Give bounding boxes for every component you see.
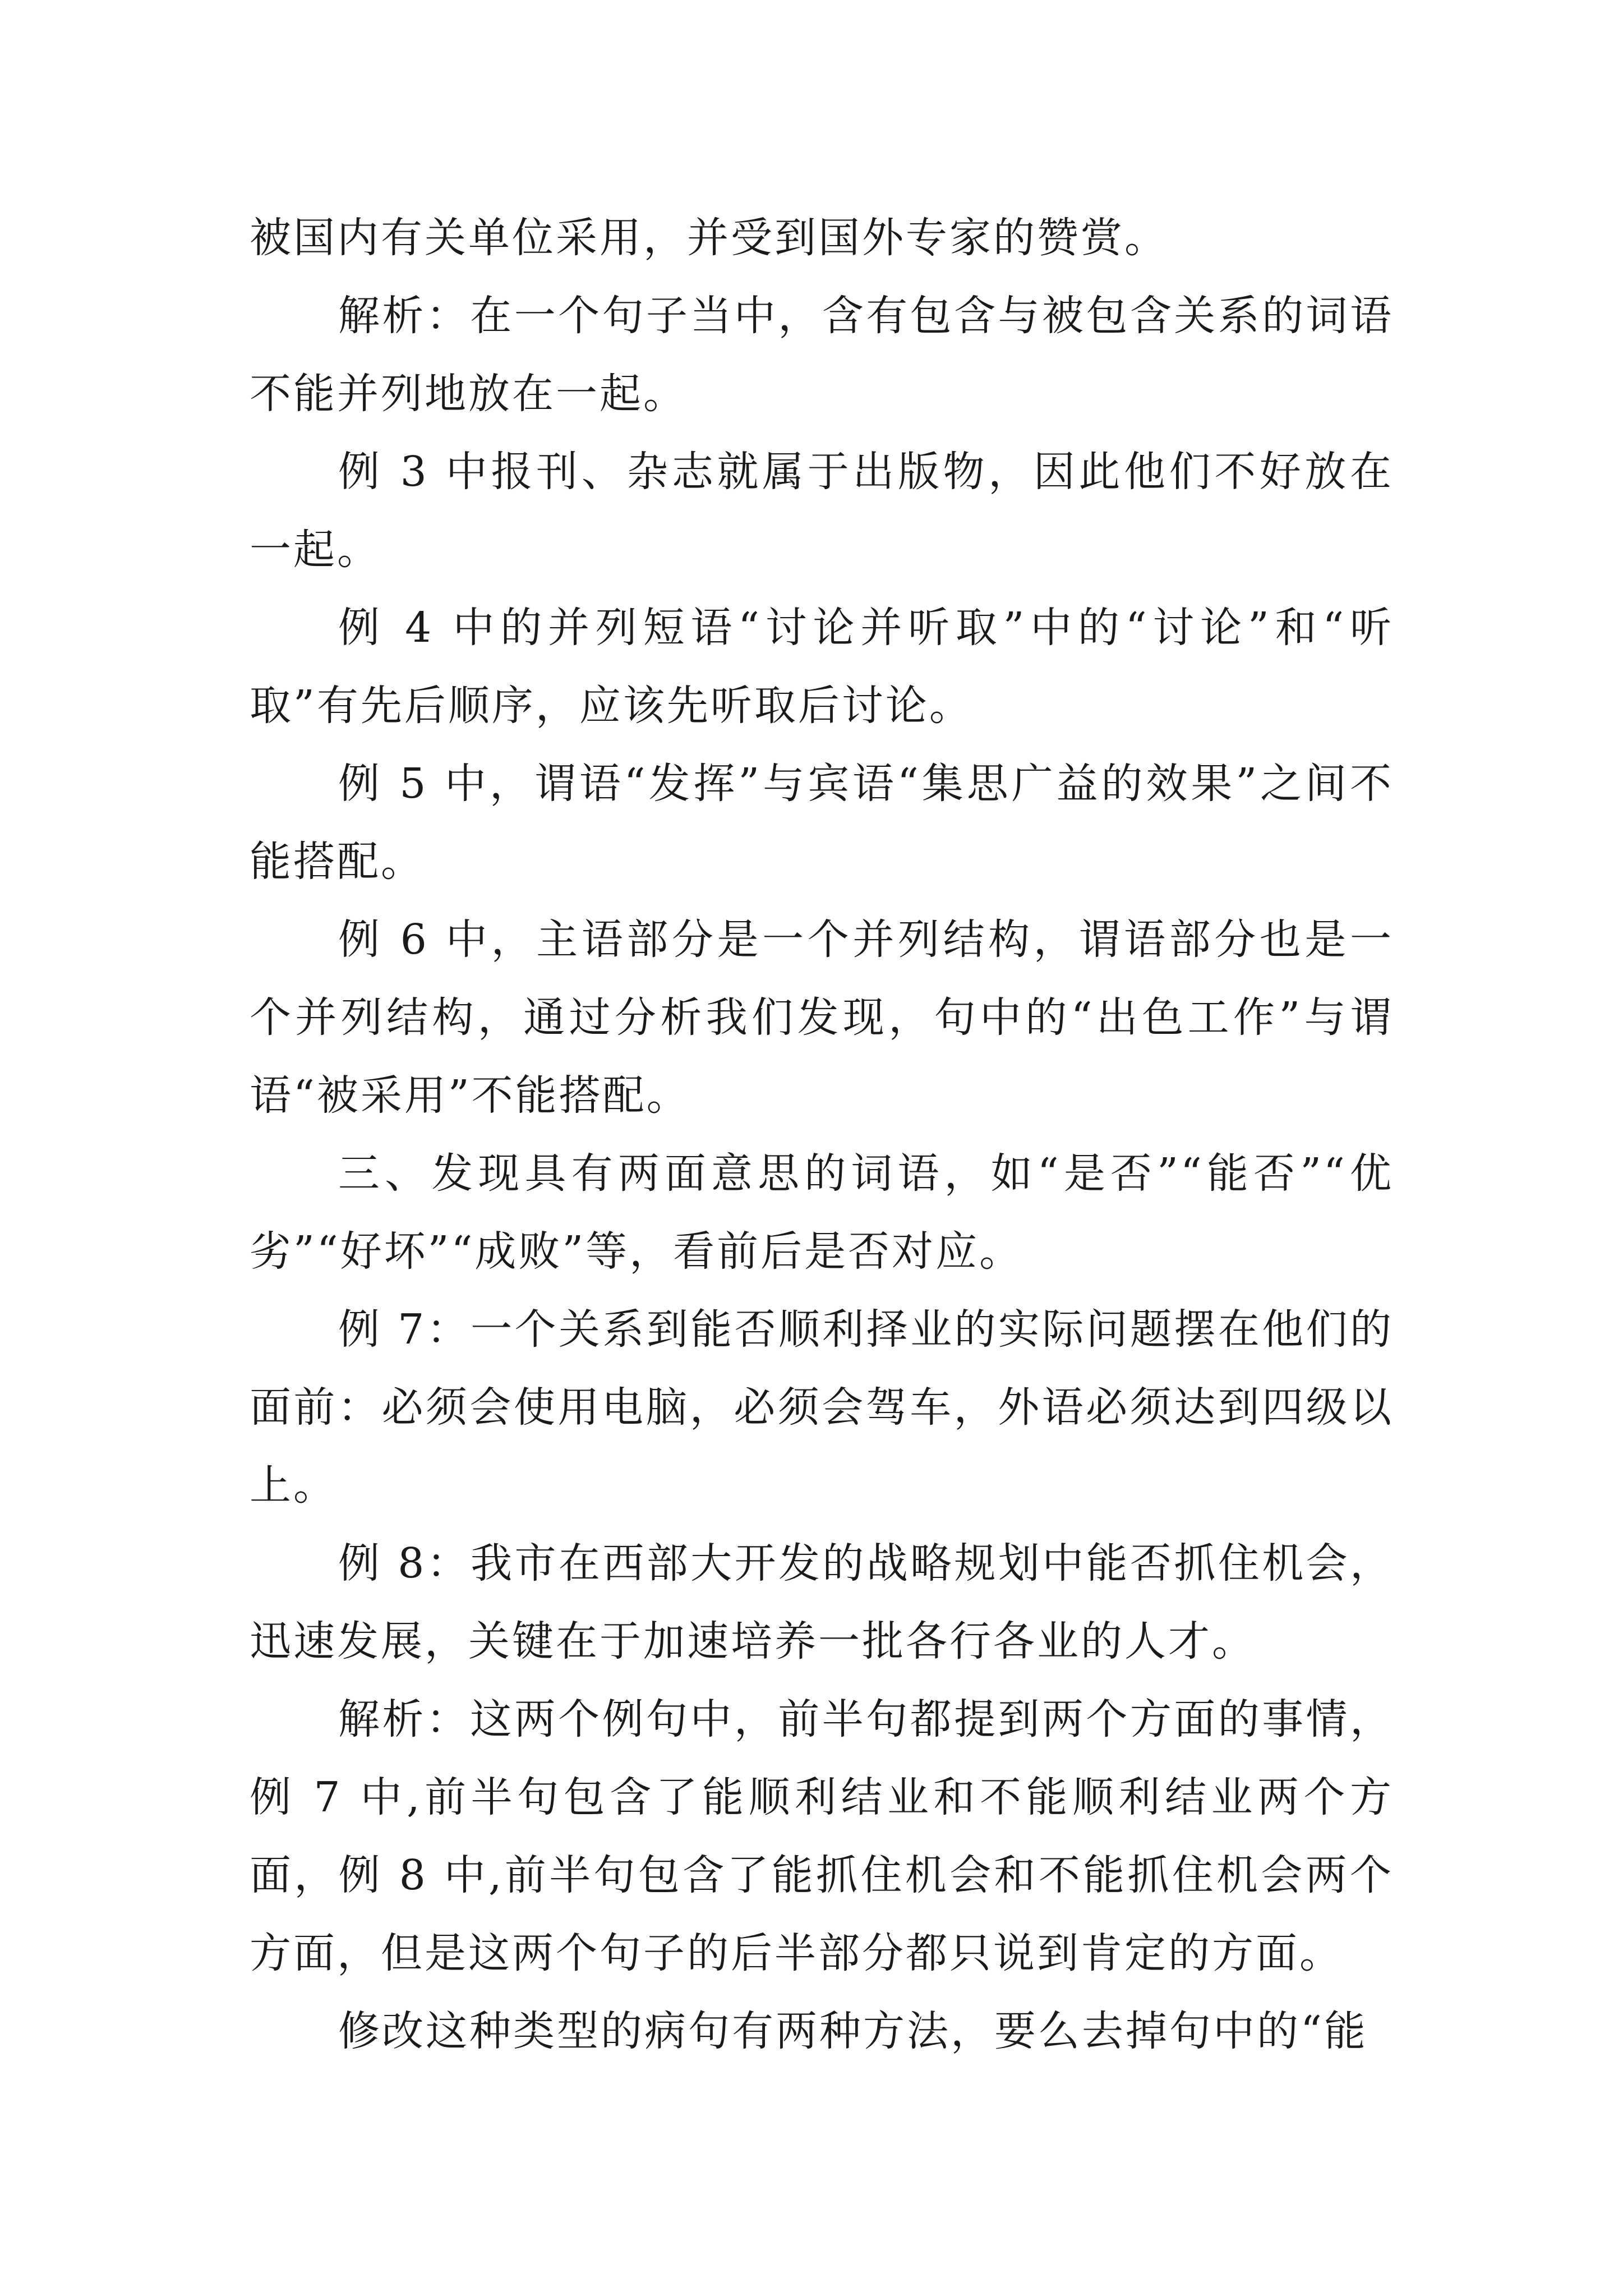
paragraph-revision: 修改这种类型的病句有两种方法，要么去掉句中的“能 [338, 2007, 1368, 2055]
paragraph-analysis-1: 解析：在一个句子当中，含有包含与被包含关系的词语不能并列地放在一起。 [250, 292, 1394, 418]
paragraph-continuation: 被国内有关单位采用，并受到国外专家的赞赏。 [250, 214, 1168, 262]
paragraph-example-8: 例 8：我市在西部大开发的战略规划中能否抓住机会，迅速发展，关键在于加速培养一批各行各业的人才。 [250, 1539, 1394, 1665]
paragraph-example-4: 例 4 中的并列短语“讨论并听取”中的“讨论”和“听取”有先后顺序，应该先听取后讨论。 [250, 604, 1394, 730]
paragraph-section-3: 三、发现具有两面意思的词语，如“是否”“能否”“优劣”“好坏”“成败”等，看前后是否对应。 [250, 1149, 1394, 1276]
paragraph-example-6: 例 6 中，主语部分是一个并列结构，谓语部分也是一个并列结构，通过分析我们发现，句中的“出色工作”与谓语“被采用”不能搭配。 [250, 915, 1394, 1120]
paragraph-example-7: 例 7：一个关系到能否顺利择业的实际问题摆在他们的面前：必须会使用电脑，必须会驾车，外语必须达到四级以上。 [250, 1305, 1394, 1510]
paragraph-analysis-2: 解析：这两个例句中，前半句都提到两个方面的事情，例 7 中,前半句包含了能顺利结业和不能顺利结业两个方面，例 8 中,前半句包含了能抓住机会和不能抓住机会两个方面，但是这两个句子的后半部分都只说到肯定的方面。 [250, 1695, 1394, 1977]
paragraph-example-5: 例 5 中，谓语“发挥”与宾语“集思广益的效果”之间不能搭配。 [250, 760, 1394, 886]
paragraph-example-3: 例 3 中报刊、杂志就属于出版物，因此他们不好放在一起。 [250, 448, 1394, 574]
body-text [250, 199, 1394, 2070]
